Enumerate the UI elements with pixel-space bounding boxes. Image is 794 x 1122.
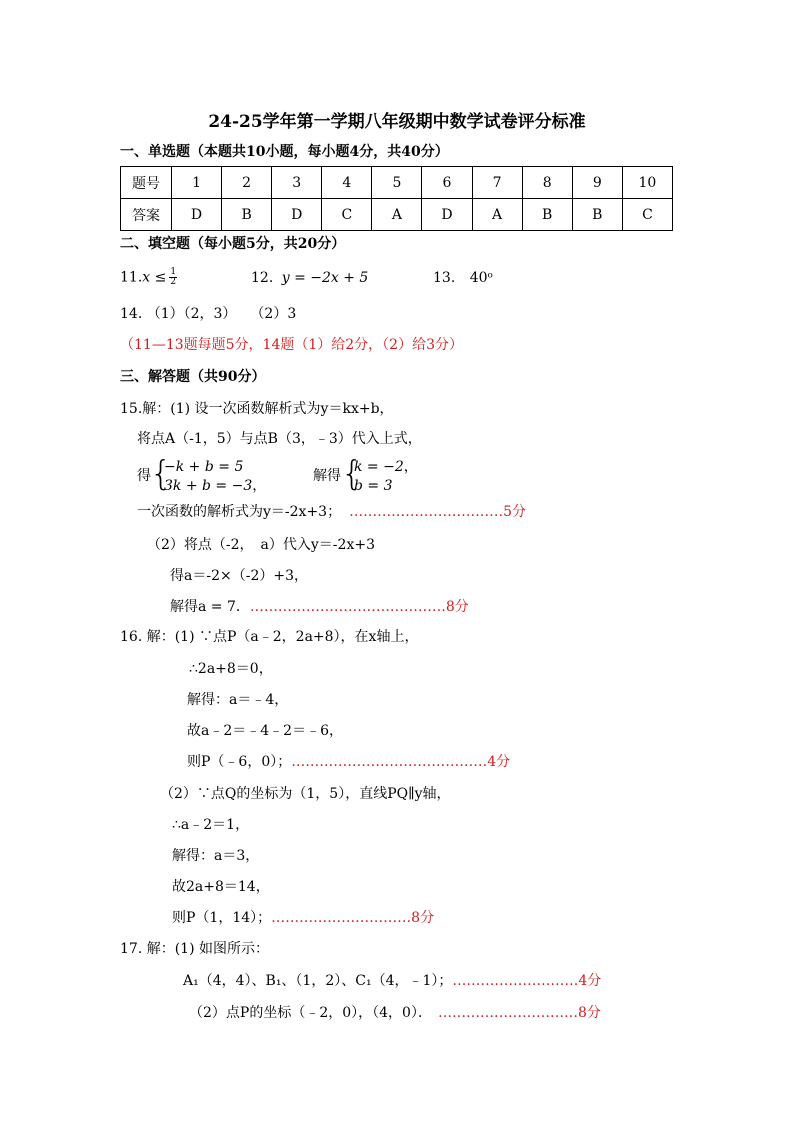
- q16-line1: 16. 解：(1) ∵点P（a﹣2，2a+8），在x轴上，: [120, 629, 419, 645]
- q16-line10-text: 则P（1，14）；: [172, 910, 272, 926]
- q14-answer: 14. （1）（2，3） （2）3: [120, 306, 297, 322]
- q13-label: 13.: [433, 270, 456, 286]
- left-brace-icon: {: [150, 454, 172, 494]
- q16-line7: ∴a﹣2＝1，: [172, 817, 250, 833]
- q15-line2: 将点A（-1，5）与点B（3，﹣3）代入上式，: [137, 431, 422, 447]
- q17-line2: [183, 972, 601, 990]
- question-number: 1: [172, 167, 222, 199]
- q13-value: 40ᵒ: [469, 270, 493, 286]
- q16-line4: 故a﹣2＝﹣4﹣2＝﹣6，: [187, 723, 343, 739]
- score-marker: ……………………………………8分: [249, 599, 469, 615]
- answer-cell: C: [622, 199, 672, 231]
- score-marker: …………………………8分: [271, 910, 435, 926]
- equation-line: 3k + b = −3，: [164, 478, 267, 494]
- q15-solve-label: 解得: [313, 468, 341, 484]
- question-number: 3: [272, 167, 322, 199]
- q12-expression: y = −2x + 5: [281, 270, 369, 286]
- q16-line6: （2）∵点Q的坐标为（1，5），直线PQ∥y轴，: [160, 786, 451, 802]
- answer-cell: C: [322, 199, 372, 231]
- answer-cell: A: [472, 199, 522, 231]
- answer-cell: D: [272, 199, 322, 231]
- answer-cell: B: [222, 199, 272, 231]
- q16-line8: 解得：a＝3，: [172, 848, 260, 864]
- question-number: 4: [322, 167, 372, 199]
- answer-cell: B: [522, 199, 572, 231]
- score-marker: ……………………………………4分: [291, 754, 511, 770]
- q15-de-label: 得: [137, 468, 151, 484]
- question-number: 7: [472, 167, 522, 199]
- q17-line2-text: A₁（4，4）、B₁、（1，2）、C₁（4，﹣1）；: [183, 973, 453, 989]
- q16-line3: 解得：a＝﹣4，: [187, 692, 289, 708]
- answer-cell: A: [372, 199, 422, 231]
- question-number: 9: [572, 167, 622, 199]
- left-brace-icon: {: [341, 454, 363, 494]
- q12-label: 12.: [251, 270, 274, 286]
- q15-line7-text: 解得a = 7．: [170, 599, 250, 615]
- q11-answer: [120, 268, 177, 287]
- equation-line: b = 3: [354, 478, 393, 494]
- q15-line4-text: 一次函数的解析式为y＝-2x+3；: [137, 504, 342, 520]
- answer-cell: D: [172, 199, 222, 231]
- q17-line3: [189, 1004, 601, 1022]
- q15-line6: 得a＝-2×（-2）+3，: [170, 568, 308, 584]
- q11-relation: ≤: [150, 269, 167, 286]
- answer-table: [120, 166, 673, 231]
- section2-scoring-note: （11—13题每题5分，14题（1）给2分，（2）给3分）: [120, 337, 463, 353]
- answer-cell: D: [422, 199, 472, 231]
- q15-line5: （2）将点（-2， a）代入y＝-2x+3: [147, 537, 375, 553]
- row-header-answer: 答案: [121, 199, 172, 231]
- q16-line5-text: 则P（﹣6，0）；: [187, 754, 292, 770]
- question-number: 6: [422, 167, 472, 199]
- question-number: 8: [522, 167, 572, 199]
- q15-line4: [137, 503, 526, 521]
- section3-heading: 三、解答题（共90分）: [120, 369, 266, 385]
- q11-var: x: [142, 269, 151, 286]
- q15-line7: [170, 598, 469, 616]
- equation-line: k = −2，: [354, 459, 418, 475]
- section1-heading: 一、单选题（本题共10小题，每小题4分，共40分）: [120, 144, 449, 160]
- question-number: 2: [222, 167, 272, 199]
- q13-answer: [433, 269, 493, 287]
- q11-prefix: 11.: [120, 269, 143, 286]
- answer-cell: B: [572, 199, 622, 231]
- q17-line1: 17. 解：(1) 如图所示：: [120, 941, 269, 957]
- q12-answer: [251, 269, 368, 287]
- q16-line2: ∴2a+8＝0，: [189, 661, 273, 677]
- question-number: 10: [622, 167, 672, 199]
- table-row-answers: [121, 199, 673, 231]
- question-number: 5: [372, 167, 422, 199]
- fraction-numerator: 1: [170, 267, 177, 277]
- row-header-number: 题号: [121, 167, 172, 199]
- score-marker: ……………………………5分: [349, 504, 527, 520]
- q15-line1: 15.解：(1) 设一次函数解析式为y＝kx+b，: [120, 401, 394, 417]
- score-marker: …………………………8分: [437, 1005, 601, 1021]
- section2-heading: 二、填空题（每小题5分，共20分）: [120, 236, 346, 252]
- q11-fraction: [169, 268, 177, 287]
- fraction-denominator: 2: [170, 277, 177, 287]
- q15-system2: [354, 458, 418, 496]
- q16-line9: 故2a+8＝14，: [172, 879, 270, 895]
- equation-line: −k + b = 5: [164, 459, 244, 475]
- document-title: 24-25学年第一学期八年级期中数学试卷评分标准: [208, 112, 586, 132]
- q16-line5: [187, 753, 510, 771]
- q15-system1: [164, 458, 266, 496]
- q16-line10: [172, 909, 434, 927]
- score-marker: ………………………4分: [452, 973, 602, 989]
- table-row-numbers: [121, 167, 673, 199]
- q17-line3-text: （2）点P的坐标（﹣2，0），（4，0）．: [189, 1005, 432, 1021]
